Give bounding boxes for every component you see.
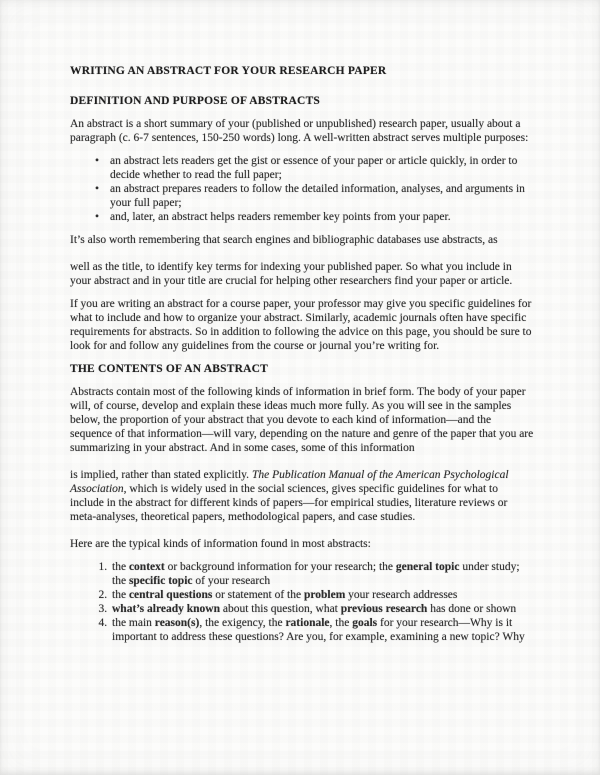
paragraph-typical-kinds-intro: Here are the typical kinds of information found in most abstracts: bbox=[70, 538, 371, 550]
paragraph-course-guidelines: If you are writing an abstract for a course paper, your professor may give you specific guidelines for what to include and how to organize your abstract. Similarly, academic journals often have specific requirements for abstracts. So in addition to following the advice on this page, you should be sure to look for and follow any guidelines from the course or journal you’re writing for. bbox=[70, 298, 532, 352]
paragraph-abstract-definition: An abstract is a short summary of your (published or unpublished) research paper, usually about a paragraph (c. 6-7 sentences, 150-250 words) long. A well-written abstract serves multiple purposes: bbox=[70, 118, 529, 144]
section-contents-of-abstract bbox=[70, 362, 534, 644]
information-kind-item: 1. the context or background information for your research; the general topic under study; the specific topic of your research bbox=[110, 560, 534, 588]
section-definition-and-purpose bbox=[70, 94, 534, 353]
abstract-purpose-bullet-item: • an abstract prepares readers to follow the detailed information, analyses, and arguments in your full paper; bbox=[110, 182, 534, 210]
information-kind-item: 2. the central questions or statement of the problem your research addresses bbox=[110, 588, 534, 602]
section-heading-contents: THE CONTENTS OF AN ABSTRACT bbox=[70, 363, 268, 375]
information-kind-item: 3. what’s already known about this question, what previous research has done or shown bbox=[110, 602, 534, 616]
paragraph-search-engines-part2: well as the title, to identify key terms for indexing your published paper. So what you include in your abstract and in your title are crucial for helping other researchers find your paper or article. bbox=[70, 261, 513, 287]
document-title: WRITING AN ABSTRACT FOR YOUR RESEARCH PAPER bbox=[70, 65, 387, 77]
paragraph-apa-manual: is implied, rather than stated explicitly. The Publication Manual of the American Psychological Association, which is widely used in the social sciences, gives specific guidelines for what to include in the abstract for different kinds of papers—for empirical studies, literature reviews or meta-analyses, theoretical papers, methodological papers, and case studies. bbox=[70, 469, 509, 523]
information-kinds-numbered-list bbox=[70, 560, 534, 644]
abstract-purpose-bullet-item: • and, later, an abstract helps readers remember key points from your paper. bbox=[110, 210, 534, 224]
paragraph-search-engines-part1: It’s also worth remembering that search engines and bibliographic databases use abstracts, as bbox=[70, 234, 498, 246]
abstract-purposes-bullet-list bbox=[70, 154, 534, 224]
abstract-purpose-bullet-item: • an abstract lets readers get the gist or essence of your paper or article quickly, in order to decide whether to read the full paper; bbox=[110, 154, 534, 182]
section-heading-definition: DEFINITION AND PURPOSE OF ABSTRACTS bbox=[70, 95, 321, 107]
paragraph-contents-overview: Abstracts contain most of the following kinds of information in brief form. The body of your paper will, of course, develop and explain these ideas much more fully. As you will see in the samples below, the proportion of your abstract that you devote to each kind of information—and the sequence of that information—will vary, depending on the nature and genre of the paper that you are summarizing in your abstract. And in some cases, some of this information bbox=[70, 386, 534, 454]
information-kind-item: 4. the main reason(s), the exigency, the rationale, the goals for your research—Why is it important to address these questions? Are you, for example, examining a new topic? Why bbox=[110, 616, 534, 644]
